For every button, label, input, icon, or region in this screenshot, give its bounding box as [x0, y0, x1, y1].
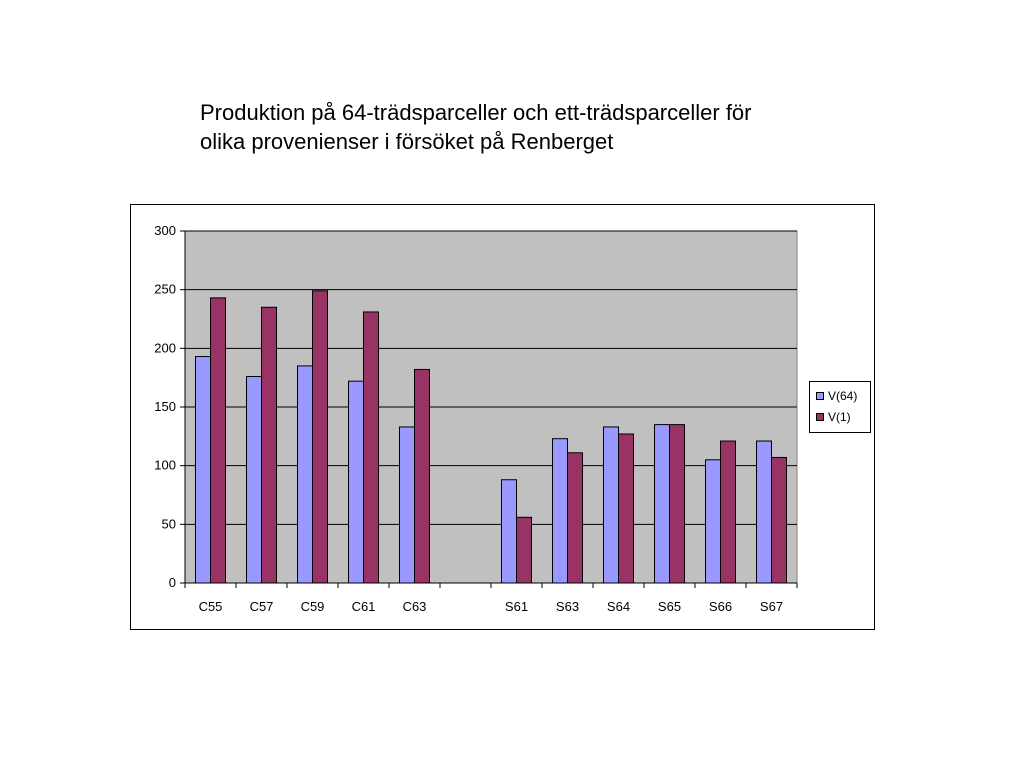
legend-label-v64: V(64) [828, 389, 858, 403]
legend-swatch-v1 [816, 413, 824, 421]
x-tick-label: S61 [504, 599, 529, 614]
bar-v64-s66 [706, 460, 721, 583]
bar-chart [131, 205, 874, 629]
y-tick-label: 150 [154, 399, 176, 414]
y-tick-label: 0 [168, 575, 176, 590]
slide-title-line-1: Produktion på 64-trädsparceller och ett-trädsparceller för [200, 100, 752, 125]
bar-v1-s64 [619, 434, 634, 583]
y-tick-label: 50 [161, 516, 176, 532]
y-tick-label: 100 [154, 457, 176, 473]
x-tick-label: C63 [402, 599, 427, 614]
bar-v64-s64 [604, 427, 619, 583]
x-tick-label: C59 [300, 599, 325, 614]
legend-item-v1 [816, 410, 851, 424]
x-tick-label: S66 [708, 599, 733, 614]
bar-v64-c59 [298, 366, 313, 583]
legend-item-v64 [816, 389, 857, 403]
bar-v1-c61 [364, 312, 379, 583]
legend-swatch-v64 [816, 392, 824, 400]
bar-v64-c57 [247, 376, 262, 583]
bar-v1-c63 [415, 369, 430, 583]
bar-v1-c55 [211, 298, 226, 583]
bar-v1-c59 [313, 291, 328, 583]
bar-v1-s67 [772, 457, 787, 583]
legend-label-v1: V(1) [828, 410, 851, 424]
bar-v64-s63 [553, 439, 568, 583]
bar-v64-s65 [655, 425, 670, 583]
x-tick-label: S65 [657, 599, 682, 614]
slide-title [200, 98, 900, 156]
bar-v1-s63 [568, 453, 583, 583]
bar-v1-c57 [262, 307, 277, 583]
legend [809, 381, 871, 433]
y-tick-label: 300 [154, 223, 176, 238]
x-tick-label: S67 [759, 599, 784, 614]
bar-v64-c55 [196, 357, 211, 583]
x-tick-label: S63 [555, 599, 580, 614]
y-tick-label: 250 [154, 281, 176, 297]
bar-v64-c61 [349, 381, 364, 583]
x-tick-label: C55 [198, 599, 223, 614]
y-tick-label: 200 [154, 340, 176, 356]
chart-container [130, 204, 875, 630]
bar-v1-s66 [721, 441, 736, 583]
x-tick-label: C57 [249, 599, 274, 614]
bar-v64-s61 [502, 480, 517, 583]
x-tick-label: S64 [606, 599, 631, 614]
slide-title-line-2: olika provenienser i försöket på Renberget [200, 129, 614, 154]
bar-v1-s65 [670, 425, 685, 583]
bar-v64-s67 [757, 441, 772, 583]
bar-v64-c63 [400, 427, 415, 583]
x-tick-label: C61 [351, 599, 376, 614]
bar-v1-s61 [517, 517, 532, 583]
